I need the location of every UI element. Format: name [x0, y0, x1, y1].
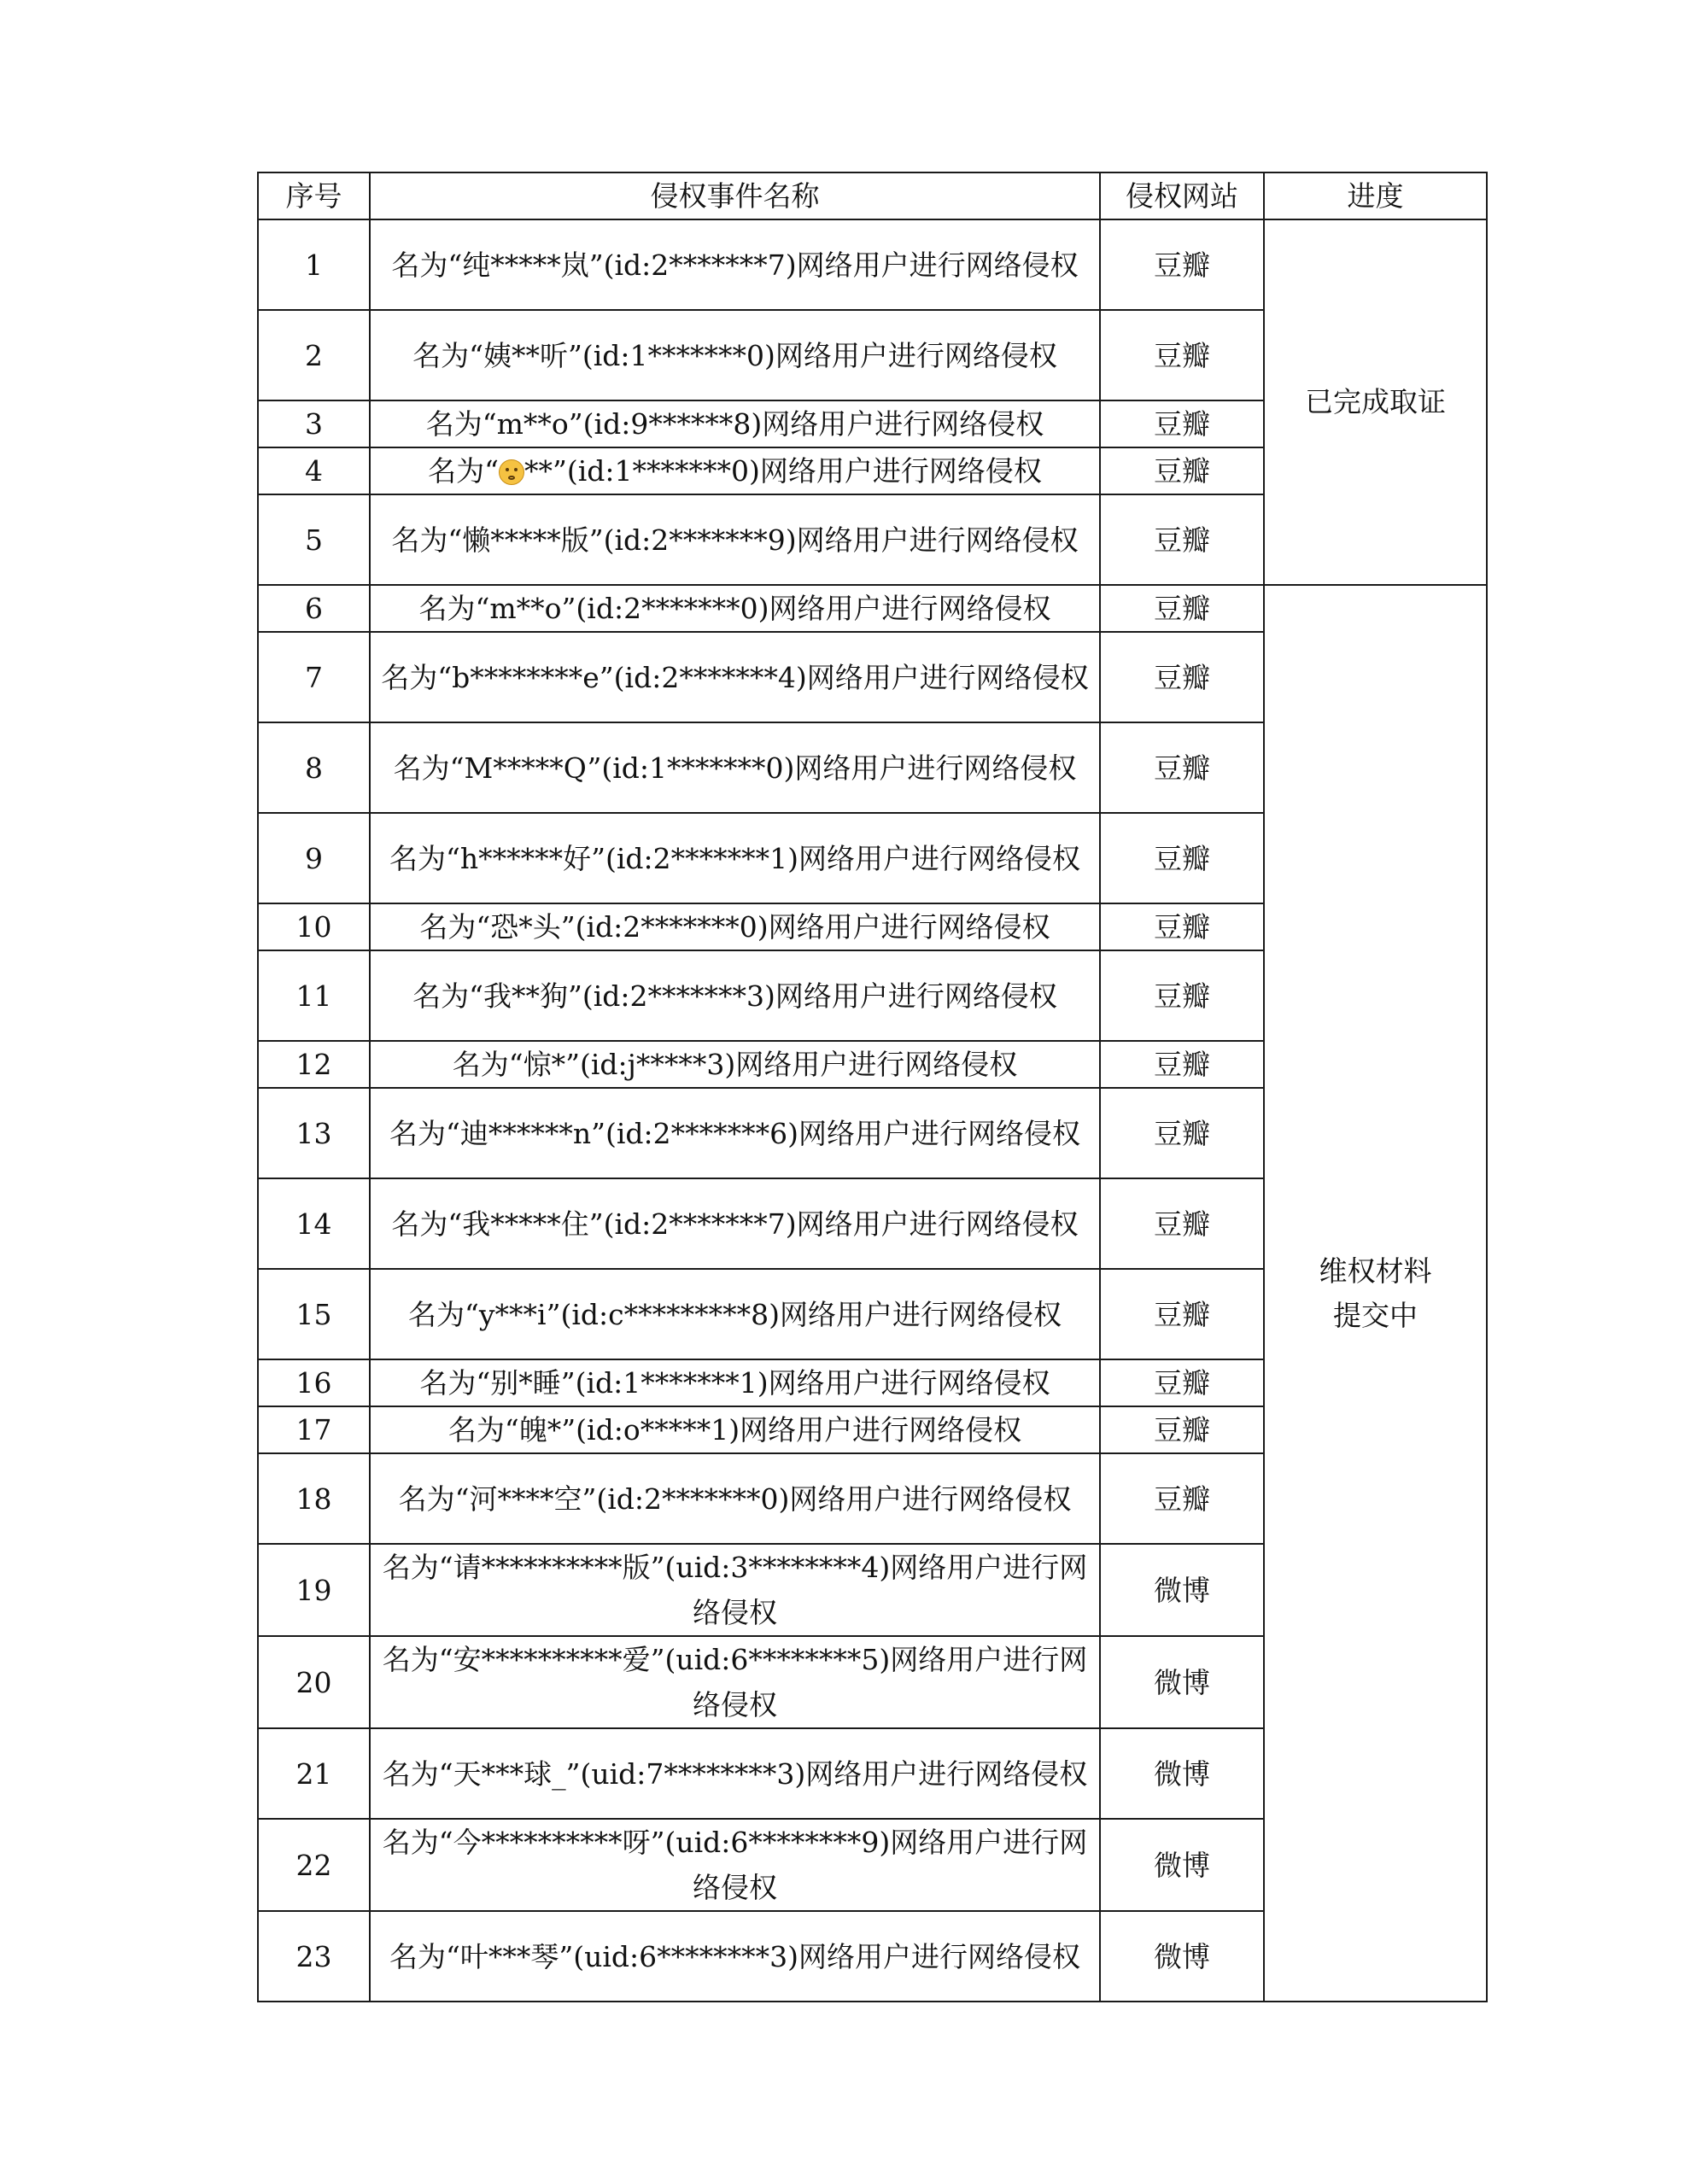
header-no: 序号 [258, 172, 370, 219]
event-name-text: 名为“h******好”(id:2*******1)网络用户进行网络侵权 [389, 841, 1081, 875]
event-name-text: 名为“恐*头”(id:2*******0)网络用户进行网络侵权 [419, 910, 1050, 944]
event-name [370, 950, 1100, 1041]
row-number: 12 [258, 1041, 370, 1088]
event-name [370, 1453, 1100, 1544]
header-event: 侵权事件名称 [370, 172, 1100, 219]
row-number: 14 [258, 1178, 370, 1269]
site-name: 豆瓣 [1100, 1453, 1264, 1544]
event-name-text: 名为“m**o”(id:9******8)网络用户进行网络侵权 [425, 407, 1044, 441]
row-number: 10 [258, 903, 370, 950]
site-name: 豆瓣 [1100, 903, 1264, 950]
event-name-text: 名为“河****空”(id:2*******0)网络用户进行网络侵权 [398, 1482, 1072, 1516]
row-number: 23 [258, 1911, 370, 2002]
row-number: 11 [258, 950, 370, 1041]
row-number: 2 [258, 310, 370, 400]
table-header-row [258, 172, 1487, 219]
row-number: 17 [258, 1406, 370, 1453]
event-name-text: 名为“叶***琴”(uid:6********3)网络用户进行网络侵权 [389, 1939, 1081, 1973]
site-name: 豆瓣 [1100, 219, 1264, 310]
event-name [370, 1636, 1100, 1728]
header-progress: 进度 [1264, 172, 1487, 219]
event-name-text: 名为“姨**听”(id:1*******0)网络用户进行网络侵权 [412, 338, 1057, 372]
event-name-text: 名为“安**********爱”(uid:6********5)网络用户进行网络侵权 [382, 1643, 1088, 1721]
progress-status [1264, 219, 1487, 585]
event-name-text: 名为“我*****住”(id:2*******7)网络用户进行网络侵权 [391, 1207, 1079, 1241]
event-name [370, 1269, 1100, 1359]
event-name [370, 1359, 1100, 1406]
event-name-text: 名为“别*睡”(id:1*******1)网络用户进行网络侵权 [419, 1366, 1050, 1400]
row-number: 20 [258, 1636, 370, 1728]
event-name [370, 903, 1100, 950]
event-name-text: 名为“纯*****岚”(id:2*******7)网络用户进行网络侵权 [391, 248, 1079, 282]
event-name [370, 1728, 1100, 1819]
row-number: 19 [258, 1544, 370, 1636]
site-name: 豆瓣 [1100, 950, 1264, 1041]
event-name-text: 名为“y***i”(id:c*********8)网络用户进行网络侵权 [408, 1297, 1062, 1331]
event-name [370, 1178, 1100, 1269]
table-row [258, 585, 1487, 632]
event-name [370, 310, 1100, 400]
row-number: 5 [258, 494, 370, 585]
header-site: 侵权网站 [1100, 172, 1264, 219]
event-name-text: 名为“b********e”(id:2*******4)网络用户进行网络侵权 [381, 660, 1089, 694]
row-number: 6 [258, 585, 370, 632]
event-name [370, 1041, 1100, 1088]
row-number: 7 [258, 632, 370, 722]
event-name [370, 1544, 1100, 1636]
event-name [370, 400, 1100, 447]
event-name-text-tail: **”(id:1*******0)网络用户进行网络侵权 [524, 454, 1042, 488]
site-name: 微博 [1100, 1636, 1264, 1728]
site-name: 豆瓣 [1100, 1269, 1264, 1359]
event-name [370, 1819, 1100, 1911]
site-name: 豆瓣 [1100, 1178, 1264, 1269]
event-name [370, 1088, 1100, 1178]
event-name [370, 1911, 1100, 2002]
site-name: 豆瓣 [1100, 632, 1264, 722]
event-name [370, 585, 1100, 632]
event-name [370, 219, 1100, 310]
event-name [370, 722, 1100, 813]
site-name: 豆瓣 [1100, 813, 1264, 903]
event-name-text: 名为“ [428, 454, 499, 488]
row-number: 21 [258, 1728, 370, 1819]
site-name: 微博 [1100, 1544, 1264, 1636]
event-name [370, 813, 1100, 903]
site-name: 豆瓣 [1100, 722, 1264, 813]
site-name: 豆瓣 [1100, 310, 1264, 400]
event-name-text: 名为“惊*”(id:j*****3)网络用户进行网络侵权 [452, 1048, 1018, 1081]
event-name [370, 1406, 1100, 1453]
event-name-text: 名为“我**狗”(id:2*******3)网络用户进行网络侵权 [412, 979, 1057, 1013]
site-name: 微博 [1100, 1819, 1264, 1911]
table-body [258, 219, 1487, 2002]
row-number: 8 [258, 722, 370, 813]
event-name [370, 494, 1100, 585]
row-number: 18 [258, 1453, 370, 1544]
grimace-face-emoji-icon [499, 459, 524, 485]
row-number: 3 [258, 400, 370, 447]
row-number: 9 [258, 813, 370, 903]
site-name: 豆瓣 [1100, 1359, 1264, 1406]
site-name: 豆瓣 [1100, 1406, 1264, 1453]
event-name-text: 名为“懒*****版”(id:2*******9)网络用户进行网络侵权 [391, 523, 1079, 557]
site-name: 豆瓣 [1100, 494, 1264, 585]
site-name: 豆瓣 [1100, 585, 1264, 632]
event-name-text: 名为“m**o”(id:2*******0)网络用户进行网络侵权 [418, 592, 1051, 625]
event-name-text: 名为“天***球_”(uid:7********3)网络用户进行网络侵权 [382, 1756, 1088, 1791]
site-name: 豆瓣 [1100, 447, 1264, 494]
event-name [370, 632, 1100, 722]
row-number: 22 [258, 1819, 370, 1911]
progress-status-label: 维权材料提交中 [1319, 1254, 1432, 1332]
event-name-text: 名为“M*****Q”(id:1*******0)网络用户进行网络侵权 [393, 751, 1077, 785]
event-name-text: 名为“迪******n”(id:2*******6)网络用户进行网络侵权 [389, 1116, 1081, 1150]
event-name-text: 名为“魄*”(id:o*****1)网络用户进行网络侵权 [447, 1413, 1022, 1447]
row-number: 1 [258, 219, 370, 310]
site-name: 微博 [1100, 1911, 1264, 2002]
site-name: 微博 [1100, 1728, 1264, 1819]
table-row [258, 219, 1487, 310]
row-number: 16 [258, 1359, 370, 1406]
event-name [370, 447, 1100, 494]
infringement-table [257, 172, 1488, 2002]
event-name-text: 名为“今**********呀”(uid:6********9)网络用户进行网络侵权 [382, 1826, 1088, 1904]
site-name: 豆瓣 [1100, 1041, 1264, 1088]
progress-status [1264, 585, 1487, 2002]
row-number: 13 [258, 1088, 370, 1178]
site-name: 豆瓣 [1100, 1088, 1264, 1178]
progress-status-label: 已完成取证 [1305, 385, 1446, 418]
site-name: 豆瓣 [1100, 400, 1264, 447]
row-number: 15 [258, 1269, 370, 1359]
event-name-text: 名为“请**********版”(uid:3********4)网络用户进行网络侵权 [382, 1551, 1088, 1629]
row-number: 4 [258, 447, 370, 494]
